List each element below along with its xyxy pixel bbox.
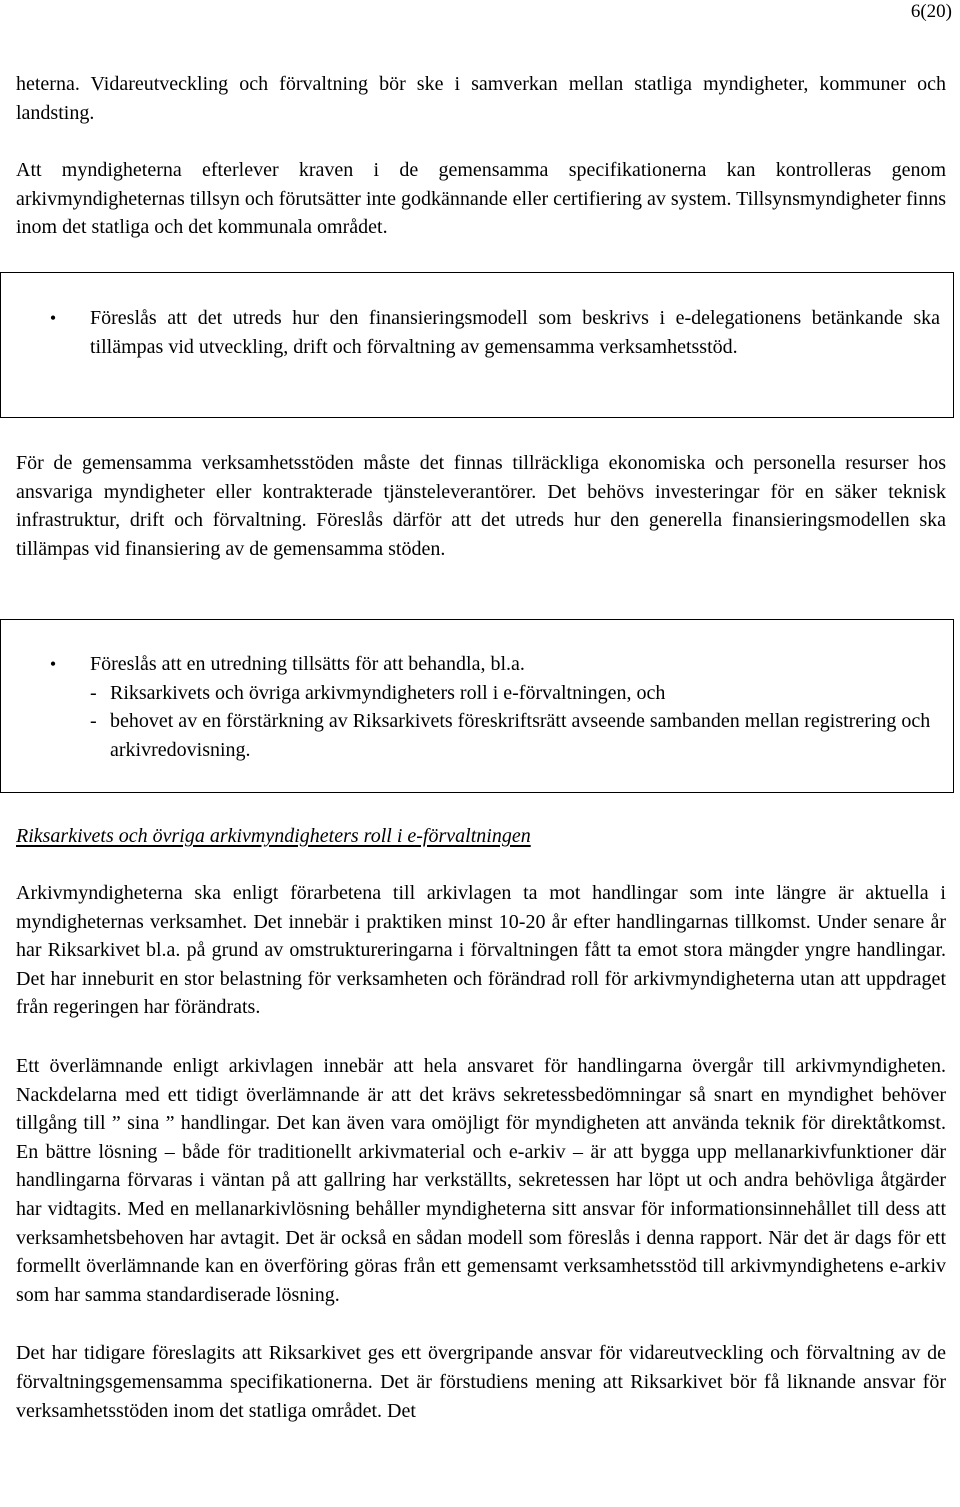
proposal-2-item-text: behovet av en förstärkning av Riksarkivets föreskriftsrätt avseende sambanden mellan registrering och arkivredovisning. <box>110 710 931 761</box>
proposal-2-item <box>90 679 940 708</box>
proposal-1-text: Föreslås att det utreds hur den finansieringsmodell som beskrivs i e-delegationens betänkande ska tillämpas vid utveckling, drift och förvaltning av gemensamma verksamhetsstöd. <box>90 307 940 358</box>
paragraph-4: Arkivmyndigheterna ska enligt förarbetena till arkivlagen ta mot handlingar som inte längre är aktuella i myndigheternas verksamhet. Det innebär i praktiken minst 10-20 år efter handlingarnas tillkomst. Under senare år har Riksarkivet bl.a. på grund av omstruktureringarna i förvaltningen fått ta emot stora mängder yngre handlingar. Det har inneburit en stor belastning för verksamheten och förändrad roll för arkivmyndigheterna utan att uppdraget från regeringen har förändrats. <box>16 882 946 1019</box>
paragraph-3: För de gemensamma verksamhetsstöden måste det finnas tillräckliga ekonomiska och personella resurser hos ansvariga myndigheter eller kontrakterade tjänsteleverantörer. Det behövs investeringar för en säker teknisk infrastruktur, drift och förvaltning. Föreslås därför att det utreds hur den generella finansieringsmodellen ska tillämpas vid finansiering av de gemensamma stöden. <box>16 452 946 560</box>
proposal-2-item-text: Riksarkivets och övriga arkivmyndigheters roll i e-förvaltningen, och <box>110 681 666 704</box>
paragraph-5: Ett överlämnande enligt arkivlagen innebär att hela ansvaret för handlingarna övergår till arkivmyndigheten. Nackdelarna med ett tidigt överlämnande är att det krävs sekretessbedömningar så snart en myndighet behöver tillgång till ” sina ” handlingar. Det kan även vara omöjligt för myndigheten att använda teknik för direktåtkomst. En bättre lösning – både för traditionellt arkivmaterial och e-arkiv – är att bygga upp mellanarkivfunktioner där handlingarna förvaras i väntan på att gallring har verkställts, sekretessen har löpt ut och andra behövliga åtgärder har vidtagits. Med en mellanarkivlösning behåller myndigheterna sitt ansvar för informationsinnehållet till dess att verksamhetsbehoven har avtagit. Det är också en sådan modell som föreslås i denna rapport. När det är dags för ett formellt överlämnande kan en överföring göras från ett gemensamt verksamhetsstöd till arkivmyndighetens e-arkiv som har samma standardiserade lösning. <box>16 1054 946 1306</box>
proposal-2 <box>16 650 940 764</box>
paragraph-2: Att myndigheterna efterlever kraven i de gemensamma specifikationerna kan kontrolleras genom arkivmyndigheternas tillsyn och förutsätter inte godkännande eller certifiering av system. Tillsynsmyndigheter finns inom det statliga och det kommunala området. <box>16 159 946 239</box>
resources-block <box>16 449 946 563</box>
archive-block <box>16 879 946 1425</box>
bullet-icon: • <box>49 308 57 328</box>
dash-icon: - <box>90 681 97 704</box>
intro-block <box>16 70 946 242</box>
page-number: 6(20) <box>910 1 952 22</box>
dash-icon: - <box>90 710 97 733</box>
proposal-2-item <box>90 707 940 764</box>
section-heading: Riksarkivets och övriga arkivmyndigheters roll i e-förvaltningen <box>16 825 531 847</box>
paragraph-1: heterna. Vidareutveckling och förvaltning bör ske i samverkan mellan statliga myndigheter, kommuner och landsting. <box>16 73 946 124</box>
proposal-1 <box>16 304 940 361</box>
bullet-icon: • <box>49 654 57 674</box>
paragraph-6: Det har tidigare föreslagits att Riksarkivet ges ett övergripande ansvar för vidareutveckling och förvaltning av de förvaltningsgemensamma specifikationerna. Det är förstudiens mening att Riksarkivet bör få liknande ansvar för verksamhetsstöden inom det statliga området. Det <box>16 1342 946 1422</box>
proposal-2-text: Föreslås att en utredning tillsätts för att behandla, bl.a. <box>90 653 525 675</box>
